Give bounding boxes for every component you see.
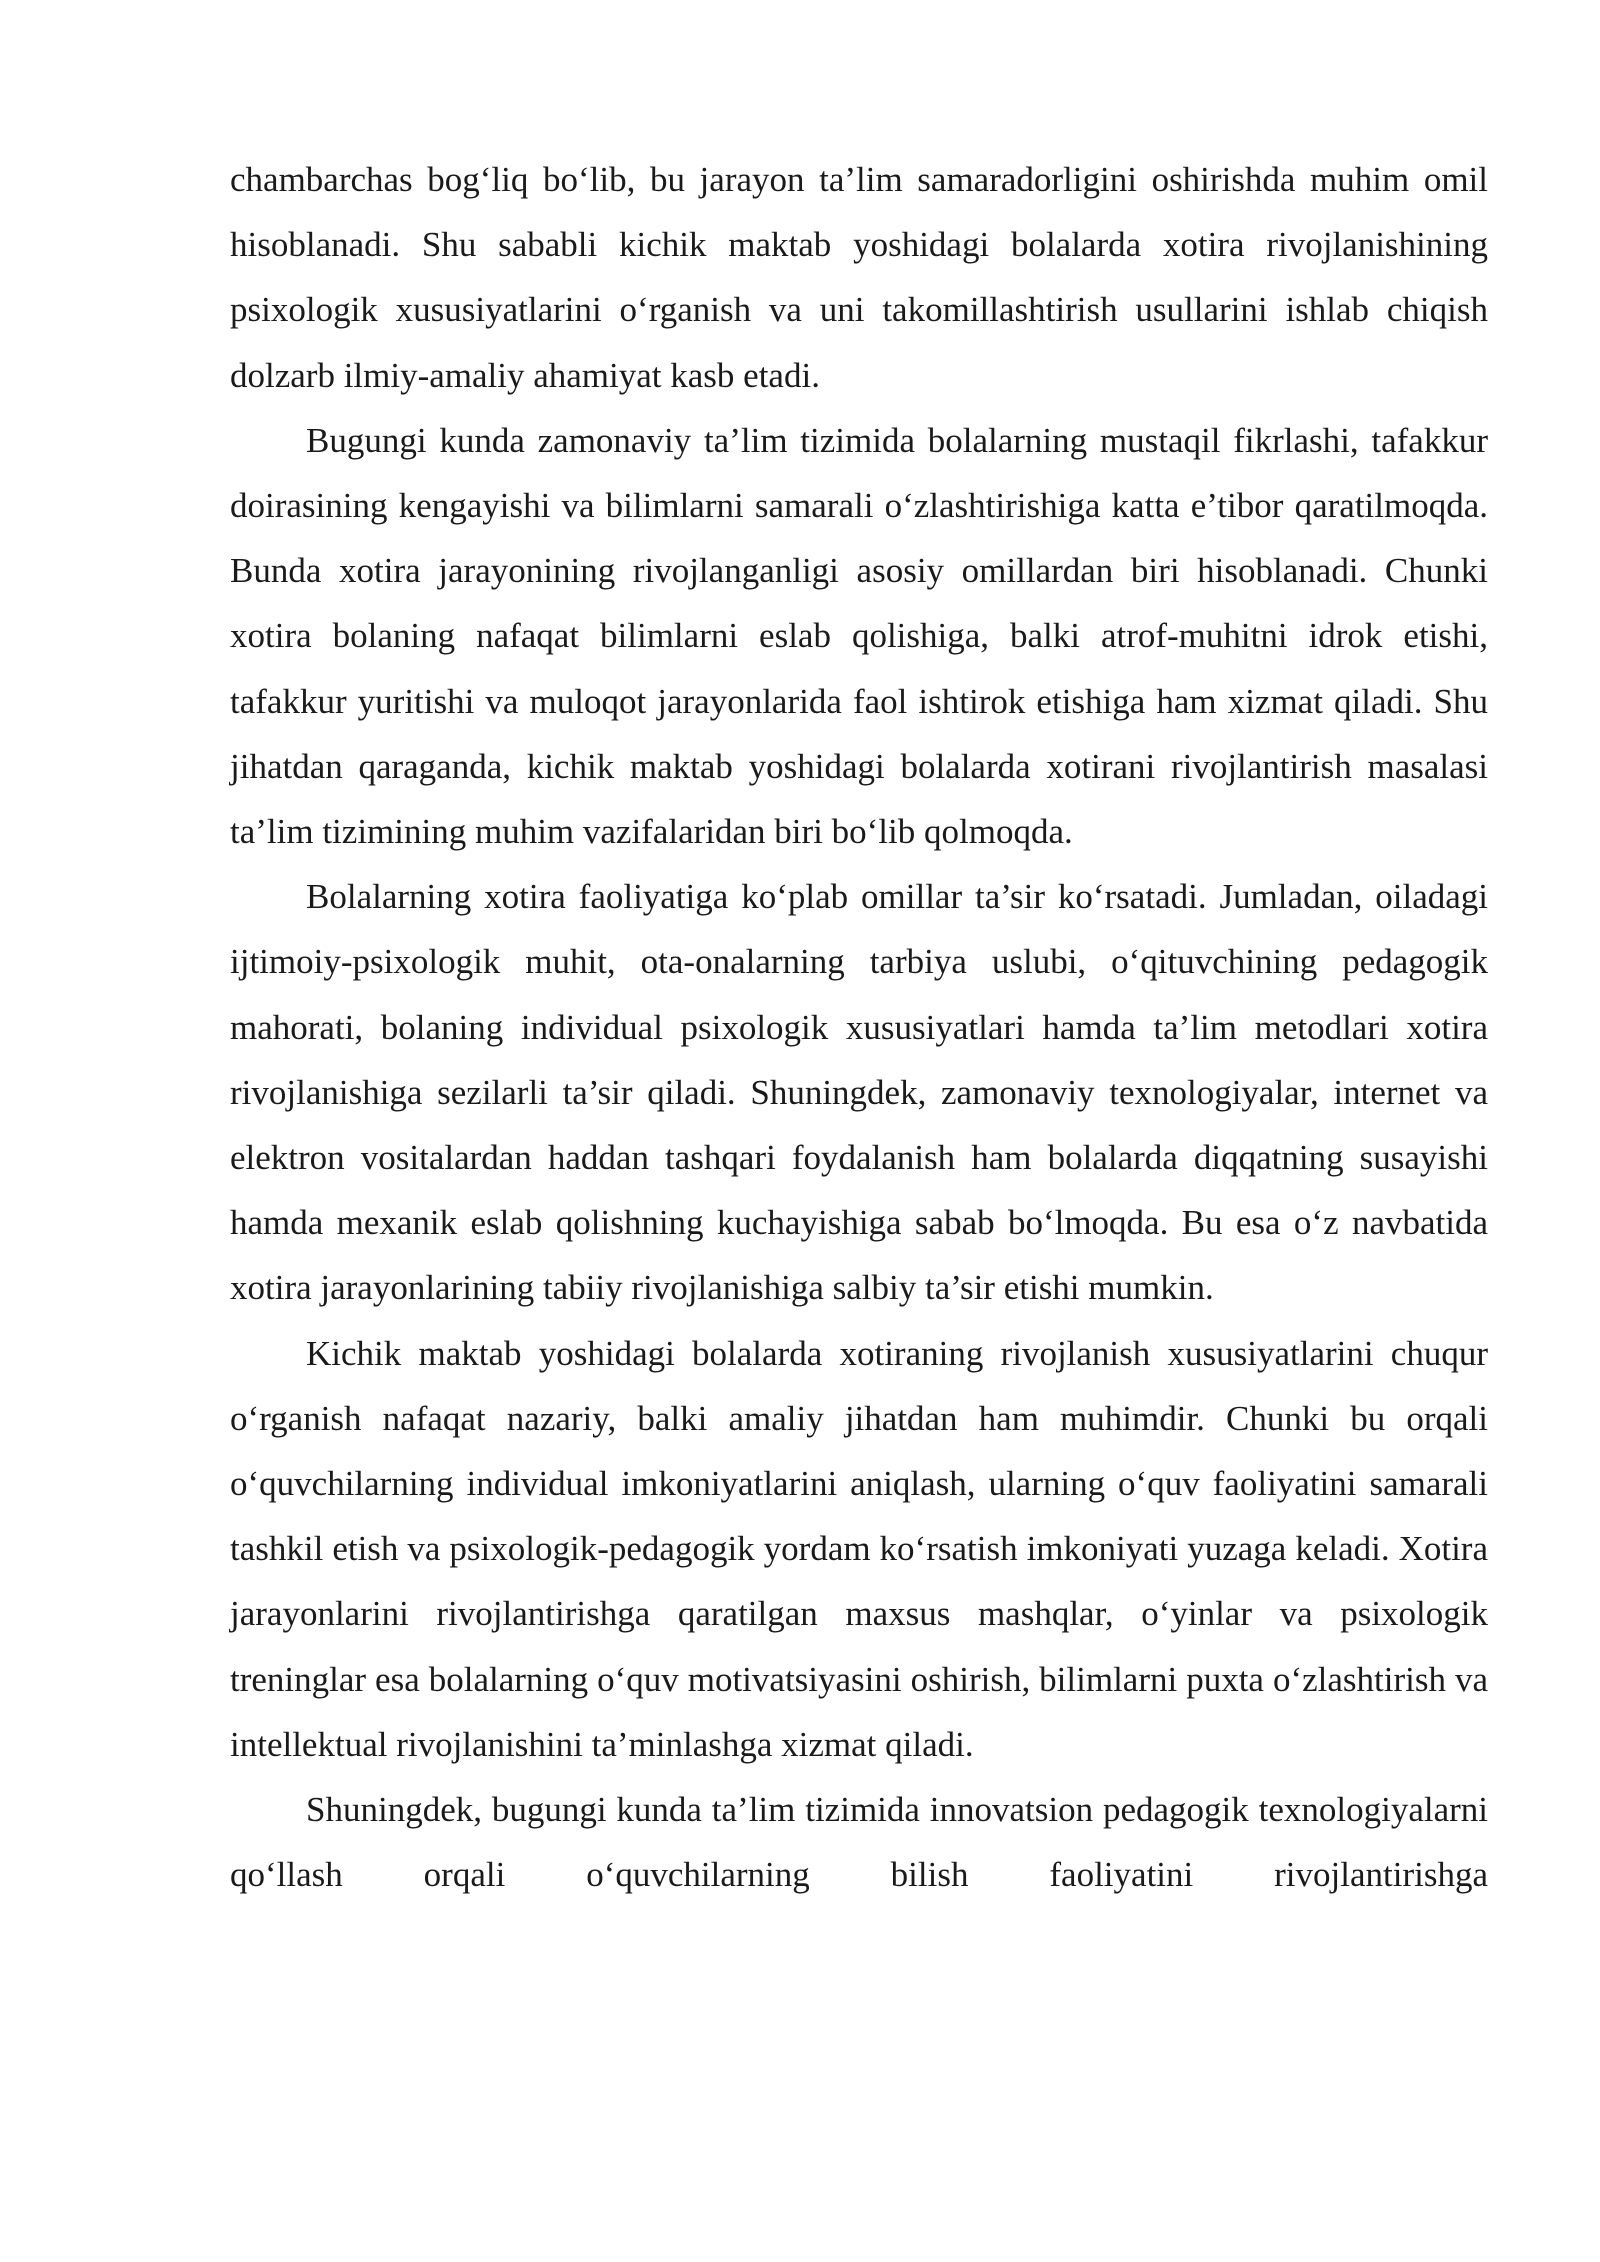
paragraph-1: chambarchas bog‘liq bo‘lib, bu jarayon ta’lim samaradorligini oshirishda muhim omil hisoblanadi. Shu sababli kichik maktab yoshidagi bolalarda xotira rivojlanishining psixologik xususiyatlarini o‘rganish va uni takomillashtirish usullarini ishlab chiqish dolzarb ilmiy-amaliy ahamiyat kasb etadi.	[230, 160, 1488, 395]
document-page	[230, 147, 1488, 1907]
paragraph-2: Bugungi kunda zamonaviy ta’lim tizimida bolalarning mustaqil fikrlashi, tafakkur doirasining kengayishi va bilimlarni samarali o‘zlashtirishiga katta e’tibor qaratilmoqda. Bunda xotira jarayonining rivojlanganligi asosiy omillardan biri hisoblanadi. Chunki xotira bolaning nafaqat bilimlarni eslab qolishiga, balki atrof-muhitni idrok etishi, tafakkur yuritishi va muloqot jarayonlarida faol ishtirok etishiga ham xizmat qiladi. Shu jihatdan qaraganda, kichik maktab yoshidagi bolalarda xotirani rivojlantirish masalasi ta’lim tizimining muhim vazifalaridan biri bo‘lib qolmoqda.	[230, 420, 1488, 852]
paragraph-5: Shuningdek, bugungi kunda ta’lim tizimida innovatsion pedagogik texnologiyalarni qo‘llash orqali o‘quvchilarning bilish faoliyatini rivojlantirishga	[230, 1790, 1488, 1895]
paragraph-3: Bolalarning xotira faoliyatiga ko‘plab omillar ta’sir ko‘rsatadi. Jumladan, oiladagi ijtimoiy-psixologik muhit, ota-onalarning tarbiya uslubi, o‘qituvchining pedagogik mahorati, bolaning individual psixologik xususiyatlari hamda ta’lim metodlari xotira rivojlanishiga sezilarli ta’sir qiladi. Shuningdek, zamonaviy texnologiyalar, internet va elektron vositalardan haddan tashqari foydalanish ham bolalarda diqqatning susayishi hamda mexanik eslab qolishning kuchayishiga sabab bo‘lmoqda. Bu esa o‘z navbatida xotira jarayonlarining tabiiy rivojlanishiga salbiy ta’sir etishi mumkin.	[230, 877, 1488, 1308]
paragraph-4: Kichik maktab yoshidagi bolalarda xotiraning rivojlanish xususiyatlarini chuqur o‘rganish nafaqat nazariy, balki amaliy jihatdan ham muhimdir. Chunki bu orqali o‘quvchilarning individual imkoniyatlarini aniqlash, ularning o‘quv faoliyatini samarali tashkil etish va psixologik-pedagogik yordam ko‘rsatish imkoniyati yuzaga keladi. Xotira jarayonlarini rivojlantirishga qaratilgan maxsus mashqlar, o‘yinlar va psixologik treninglar esa bolalarning o‘quv motivatsiyasini oshirish, bilimlarni puxta o‘zlashtirish va intellektual rivojlanishini ta’minlashga xizmat qiladi.	[230, 1333, 1488, 1764]
